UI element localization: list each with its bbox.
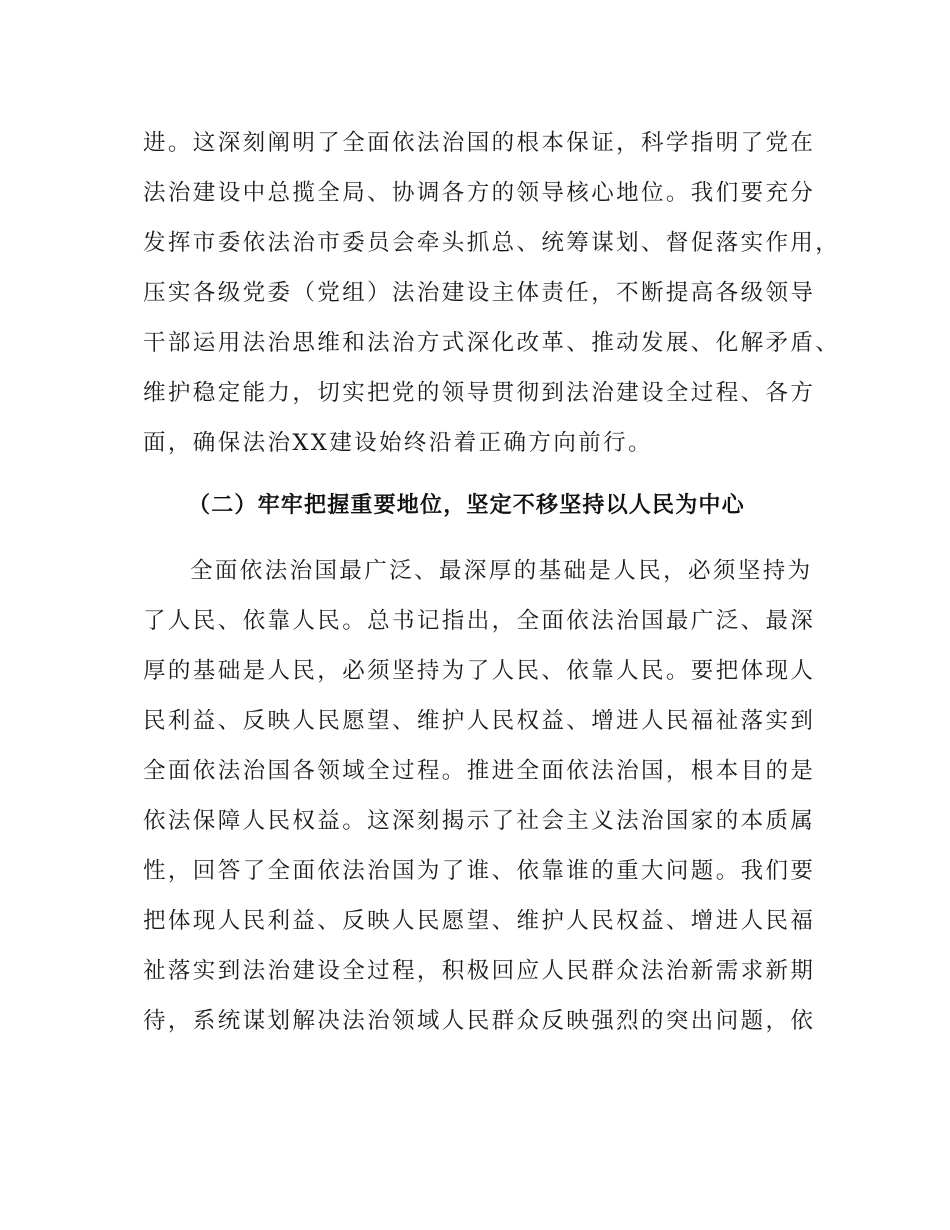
section-heading: （二）牢牢把握重要地位，坚定不移坚持以人民为中心 [188,493,745,518]
paragraph-2-line: 了人民、依靠人民。总书记指出，全面依法治国最广泛、最深 [143,608,816,634]
paragraph-2-line: 民利益、反映人民愿望、维护人民权益、增进人民福祉落实到 [143,708,816,734]
paragraph-1-line: 法治建设中总揽全局、协调各方的领导核心地位。我们要充分 [143,180,816,206]
paragraph-1-line: 压实各级党委（党组）法治建设主体责任，不断提高各级领导 [143,280,816,306]
paragraph-1-line: 维护稳定能力，切实把党的领导贯彻到法治建设全过程、各方 [143,380,816,406]
paragraph-1-line: 发挥市委依法治市委员会牵头抓总、统筹谋划、督促落实作用， [143,230,841,256]
paragraph-2-line: 待，系统谋划解决法治领域人民群众反映强烈的突出问题，依 [143,1008,816,1034]
paragraph-2-line: 厚的基础是人民，必须坚持为了人民、依靠人民。要把体现人 [143,658,816,684]
paragraph-1-line: 进。这深刻阐明了全面依法治国的根本保证，科学指明了党在 [143,130,816,156]
paragraph-1-line: 面，确保法治XX建设始终沿着正确方向前行。 [143,430,653,456]
paragraph-2-line: 全面依法治国最广泛、最深厚的基础是人民，必须坚持为 [190,558,813,584]
paragraph-2-line: 性，回答了全面依法治国为了谁、依靠谁的重大问题。我们要 [143,858,816,884]
paragraph-2-line: 全面依法治国各领域全过程。推进全面依法治国，根本目的是 [143,758,816,784]
paragraph-2-line: 祉落实到法治建设全过程，积极回应人民群众法治新需求新期 [143,958,816,984]
paragraph-2-line: 依法保障人民权益。这深刻揭示了社会主义法治国家的本质属 [143,808,816,834]
paragraph-2-line: 把体现人民利益、反映人民愿望、维护人民权益、增进人民福 [143,908,816,934]
paragraph-1-line: 干部运用法治思维和法治方式深化改革、推动发展、化解矛盾、 [143,330,841,356]
